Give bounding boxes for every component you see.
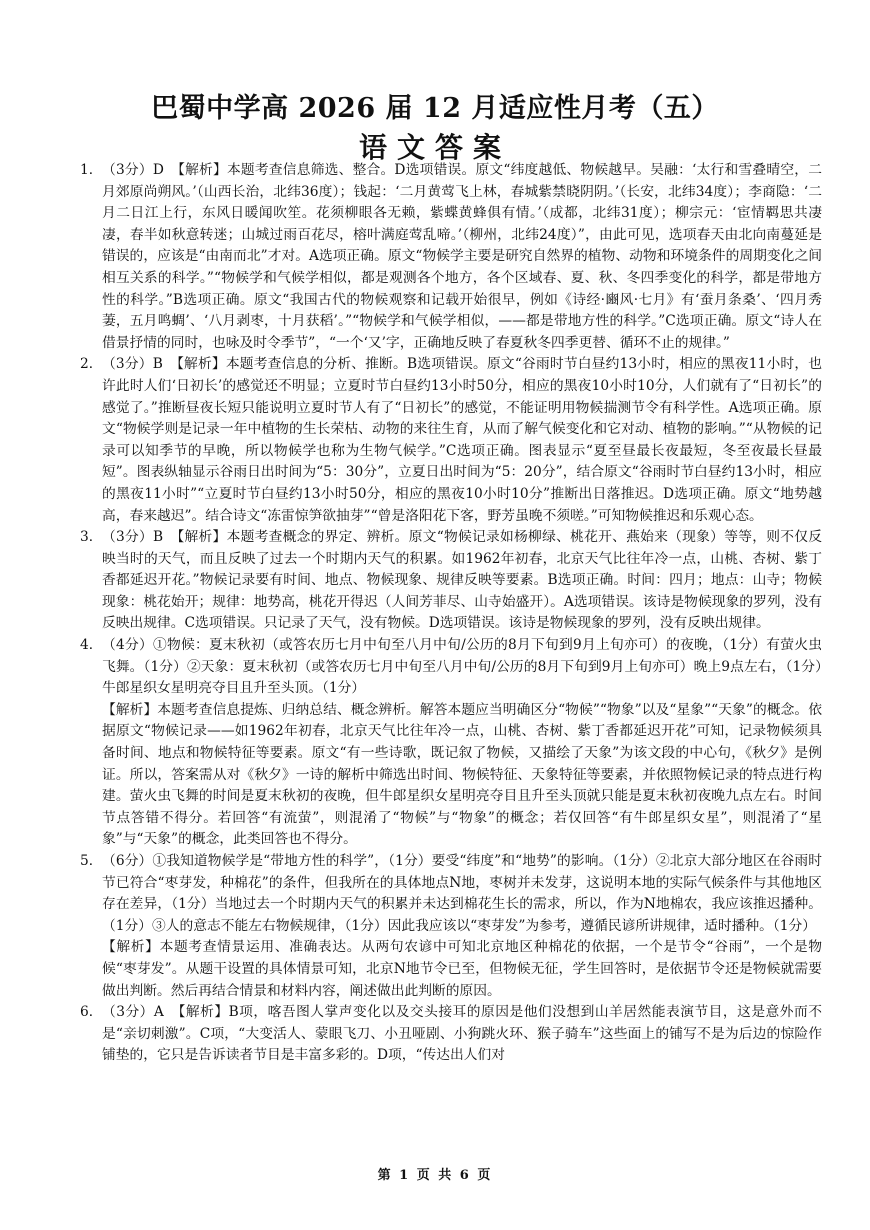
answer-number: 6．: [80, 1004, 103, 1021]
answer-text: （6分）①我知道物候学是“带地方性的科学”，（1分）要受“纬度”和“地势”的影响。（1分）②北京大部分地区在谷雨时节已符合“枣芽发，种棉花”的条件，但我所在的具体地点N地，枣树并未发芽，这说明本地的实际气候条件与其他地区存在差异，（1分）当地过去一个时期内天气的积累并未达到棉花生长的需求，所以，作为N地棉农，我应该推迟播种。（1分）③人的意志不能左右物候规律，（1分）因此我应该以“枣芽发”为参考，遵循民谚所讲规律，适时播种。（1分）: [102, 853, 822, 934]
answer-text: （4分）①物候：夏末秋初（或答农历七月中旬至八月中旬/公历的8月下旬到9月上旬亦可）的夜晚，（1分）有萤火虫飞舞。（1分）②天象：夏末秋初（或答农历七月中旬至八月中旬/公历的8月下旬到9月上旬亦可）晚上9点左右，（1分）牛郎星织女星明亮夺目且升至头顶。（1分）: [102, 637, 822, 697]
answer-item-4: [80, 635, 822, 851]
answer-text: （3分）A 【解析】B项，喀吾图人掌声变化以及交头接耳的原因是他们没想到山羊居然能表演节目，这是意外而不是“亲切刺激”。C项，“大变活人、蒙眼飞刀、小丑哑剧、小狗跳火环、猴子骑车”这些面上的铺写不是为后边的惊险作铺垫的，它只是告诉读者节目是丰富多彩的。D项，“传达出人们对: [102, 1004, 822, 1064]
answer-item-6: [80, 1002, 822, 1067]
answer-number: 4．: [80, 637, 103, 654]
answers-content: [80, 160, 822, 1067]
page-subtitle: 语文答案: [358, 131, 511, 164]
answer-number: 3．: [80, 529, 103, 546]
answer-analysis: 【解析】本题考查情景运用、准确表达。从两句农谚中可知北京地区种棉花的依据，一个是节令“谷雨”，一个是物候“枣芽发”。从题干设置的具体情景可知，北京N地节令已至，但物候无征，学生回答时，是依据节令还是物候就需要做出判断。然后再结合情景和材料内容，阐述做出此判断的原因。: [102, 939, 823, 999]
page-title: 巴蜀中学高 2026 届 12 月适应性月考（五）: [151, 93, 719, 124]
answer-text: （3分）D 【解析】本题考查信息筛选、整合。D选项错误。原文“纬度越低、物候越早。吴融：‘太行和雪叠晴空，二月郊原尚朔风。’（山西长治，北纬36度）；钱起：‘二月黄莺飞上林，春城紫禁晓阴阴。’（长安，北纬34度）；李商隐：‘二月二日江上行，东风日暖闻吹笙。花须柳眼各无赖，紫蝶黄蜂俱有情。’（成都，北纬31度）；柳宗元：‘宦情羁思共凄凄，春半如秋意转迷；山城过雨百花尽，榕叶满庭莺乱啼。’（柳州，北纬24度）”，由此可见，选项春天由北向南蔓延是错误的，应该是“由南而北”才对。A选项正确。原文“物候学主要是研究自然界的植物、动物和环境条件的周期变化之间相互关系的科学。”“物候学和气候学相似，都是观测各个地方，各个区域春、夏、秋、冬四季变化的科学，都是带地方性的科学。”B选项正确。原文“我国古代的物候观察和记载开始很早，例如《诗经·豳风·七月》有‘蚕月条桑’、‘四月秀萋，五月鸣蜩’、‘八月剥枣，十月获稻’。”“物候学和气候学相似，——都是带地方性的科学。”C选项正确。原文“诗人在借景抒情的同时，也咏及时令季节”，“一个‘又’字，正确地反映了春夏秋冬四季更替、循环不止的规律。”: [102, 162, 822, 351]
answer-text: （3分）B 【解析】本题考查信息的分析、推断。B选项错误。原文“谷雨时节白昼约13小时，相应的黑夜11小时，也许此时人们‘日初长’的感觉还不明显；立夏时节白昼约13小时50分，相应的黑夜10小时10分，人们就有了“日初长”的感觉了。”推断昼夜长短只能说明立夏时节人有了“日初长”的感觉，不能证明用物候揣测节令有科学性。A选项正确。原文“物候学则是记录一年中植物的生长荣枯、动物的来往生育，从而了解气候变化和它对动、植物的影响。”“从物候的记录可以知季节的早晚，所以物候学也称为生物气候学。”C选项正确。图表显示“夏至昼最长夜最短，冬至夜最长昼最短”。图表纵轴显示谷雨日出时间为“5：30分”，立夏日出时间为“5：20分”，结合原文“谷雨时节白昼约13小时，相应的黑夜11小时”“立夏时节白昼约13小时50分，相应的黑夜10小时10分”推断出日落推迟。D选项正确。原文“地势越高，春来越迟”。结合诗文“冻雷惊笋欲抽芽”“曾是洛阳花下客，野芳虽晚不须嗟。”可知物候推迟和乐观心态。: [102, 356, 822, 524]
answer-number: 2．: [80, 356, 103, 373]
answer-item-1: [80, 160, 822, 354]
answer-analysis: 【解析】本题考查信息提炼、归纳总结、概念辨析。解答本题应当明确区分“物候”“物象”以及“星象”“天象”的概念。依据原文“物候记录——如1962年初春，北京天气比往年冷一点，山桃、杏树、紫丁香都延迟开花”可知，记录物候须具备时间、地点和物候特征等要素。原文“有一些诗歌，既记叙了物候，又描绘了天象”为该文段的中心句，《秋夕》是例证。所以，答案需从对《秋夕》一诗的解析中筛选出时间、物候特征、天象特征等要素，并依照物候记录的特点进行构建。萤火虫飞舞的时间是夏末秋初的夜晚，但牛郎星织女星明亮夺目且升至头顶就只能是夏末秋初夜晚九点左右。时间节点答错不得分。若回答“有流萤”，则混淆了“物候”与“物象”的概念；若仅回答“有牛郎星织女星”，则混淆了“星象”与“天象”的概念，此类回答也不得分。: [102, 701, 822, 848]
answer-item-2: [80, 354, 822, 527]
answer-item-5: [80, 851, 822, 1002]
answer-item-3: [80, 527, 822, 635]
answer-number: 1．: [80, 162, 103, 178]
page-footer: 第 1 页 共 6 页: [377, 1168, 493, 1183]
answer-text: （3分）B 【解析】本题考查概念的界定、辨析。原文“物候记录如杨柳绿、桃花开、燕始来（现象）等等，则不仅反映当时的天气，而且反映了过去一个时期内天气的积累。如1962年初春，北京天气比往年冷一点，山桃、杏树、紫丁香都延迟开花。”物候记录要有时间、地点、物候现象、规律反映等要素。B选项正确。时间：四月；地点：山寺；物候现象：桃花始开；规律：地势高，桃花开得迟（人间芳菲尽、山寺始盛开）。A选项错误。该诗是物候现象的罗列，没有反映出规律。C选项错误。只记录了天气，没有物候。D选项错误。该诗是物候现象的罗列，没有反映出规律。: [102, 529, 822, 632]
answer-number: 5．: [80, 853, 103, 869]
